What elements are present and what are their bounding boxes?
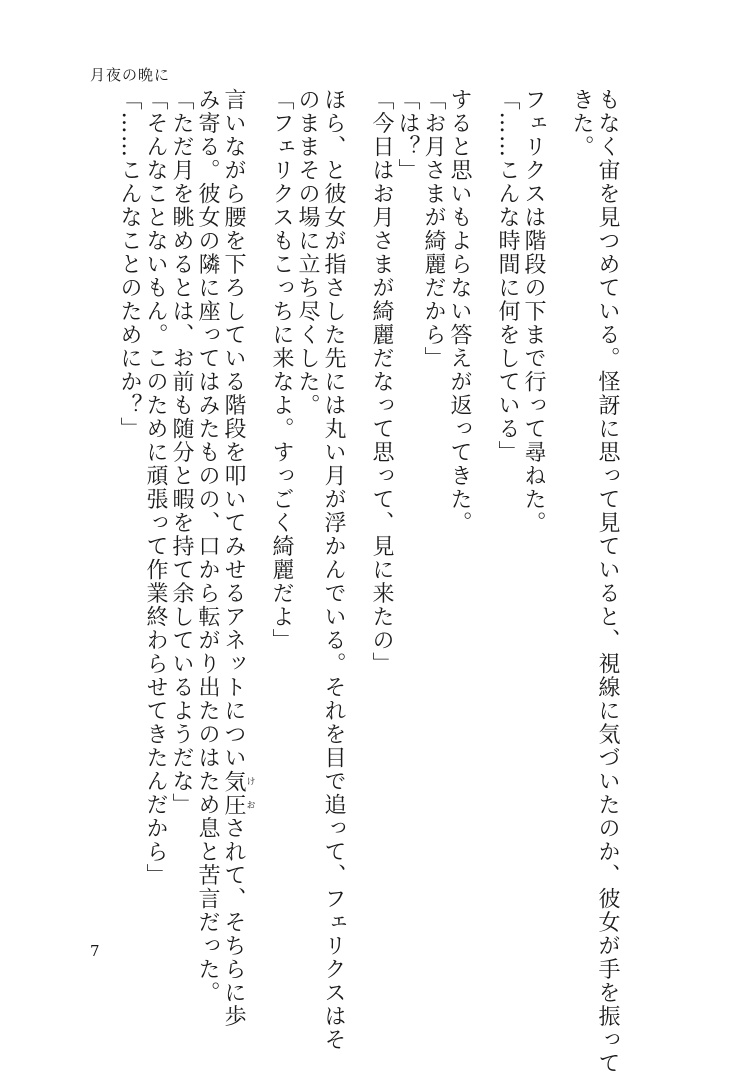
text-line: もなく宙を見つめている。怪訝に思って見ていると、視線に気づいたのか、彼女が手を振って xyxy=(595,88,620,1075)
dialogue-line: 「……こんなことのためにか？」 xyxy=(117,88,142,441)
dialogue-line: 「ただ月を眺めるとは、お前も随分と暇を持て余しているようだな」 xyxy=(169,88,194,817)
ruby-reading: けお xyxy=(244,769,255,817)
text-line: フェリクスは階段の下まで行って尋ねた。 xyxy=(521,88,546,535)
text-line: すると思いもよらない答えが返ってきた。 xyxy=(447,88,472,535)
dialogue-line: 「は？」 xyxy=(395,88,420,182)
text-line: み寄る。彼女の隣に座ってはみたものの、口から転がり出たのはため息と苦言だった。 xyxy=(195,88,220,1005)
text-line: のままその場に立ち尽くした。 xyxy=(295,88,320,417)
dialogue-line: 「……こんな時間に何をしている」 xyxy=(495,88,520,464)
text-segment: 言いながら腰を下ろしている階段を叩いてみせるアネットについ xyxy=(221,88,246,770)
running-header: 月夜の晩に xyxy=(90,66,171,84)
text-segment: されて、そちらに歩 xyxy=(221,816,246,1028)
ruby-word xyxy=(221,769,255,817)
dialogue-line: 「今日はお月さまが綺麗だなって思って、見に来たの」 xyxy=(369,88,394,676)
text-line: ほら、と彼女が指さした先には丸い月が浮かんでいる。それを目で追って、フェリクスはそ xyxy=(321,88,346,1052)
text-line: きた。 xyxy=(569,88,594,159)
dialogue-line: 「そんなことないもん。このために頑張って作業終わらせてきたんだから」 xyxy=(143,88,168,887)
ruby-base: 気圧 xyxy=(221,769,246,817)
text-line-with-ruby xyxy=(220,88,268,1028)
dialogue-line: 「お月さまが綺麗だから」 xyxy=(421,88,446,370)
page-number: 7 xyxy=(90,942,100,960)
dialogue-line: 「フェリクスもこっちに来なよ。すっごく綺麗だよ」 xyxy=(269,88,294,652)
novel-body-text xyxy=(116,88,620,1075)
